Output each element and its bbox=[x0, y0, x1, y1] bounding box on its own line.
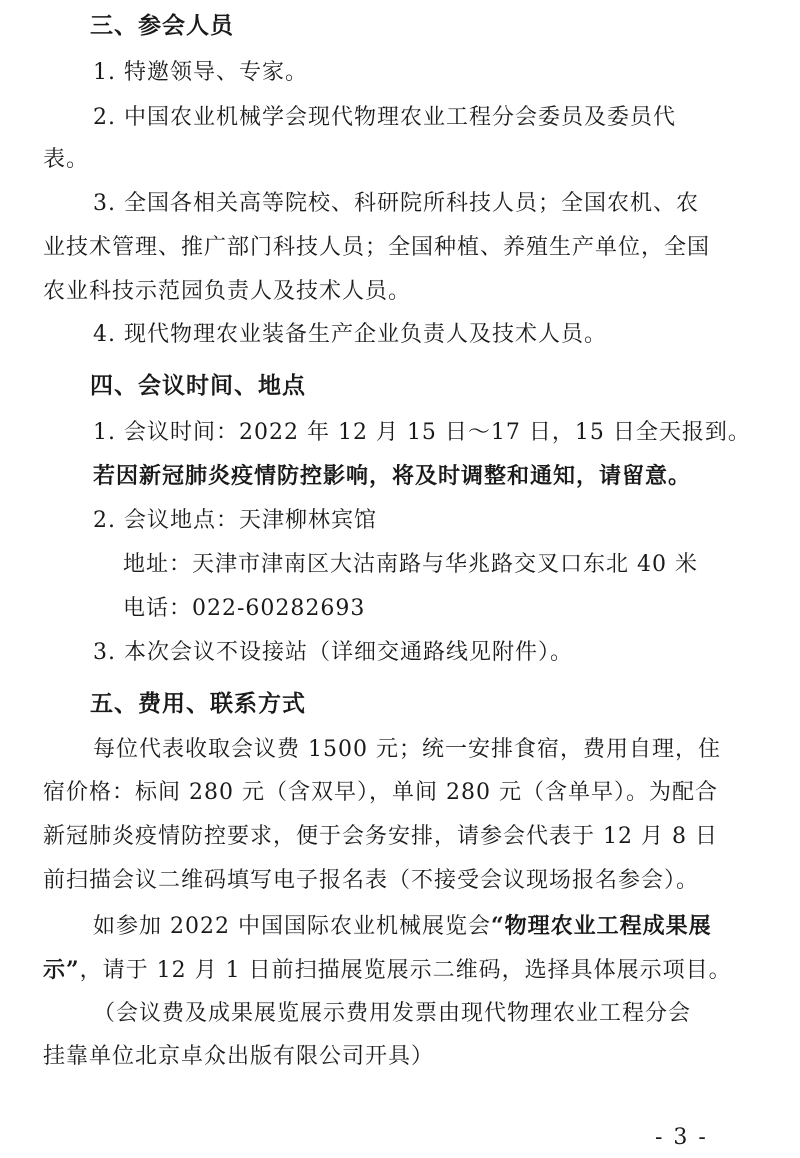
section-3-item-1: 1. 特邀领导、专家。 bbox=[93, 60, 308, 85]
section-5-paragraph-1-line-3: 新冠肺炎疫情防控要求，便于会务安排，请参会代表于 12 月 8 日 bbox=[43, 824, 718, 849]
section-5-paragraph-3-line-2: 挂靠单位北京卓众出版有限公司开具） bbox=[43, 1044, 435, 1069]
section-5-paragraph-1-line-4: 前扫描会议二维码填写电子报名表（不接受会议现场报名参会）。 bbox=[43, 868, 700, 893]
section-5-paragraph-2-line-2 bbox=[43, 955, 732, 986]
section-3-item-4: 4. 现代物理农业装备生产企业负责人及技术人员。 bbox=[93, 322, 607, 347]
section-4-item-1: 1. 会议时间：2022 年 12 月 15 日～17 日，15 日全天报到。 bbox=[93, 420, 751, 445]
section-4-phone: 电话：022-60282693 bbox=[123, 596, 366, 621]
section-4-item-3: 3. 本次会议不设接站（详细交通路线见附件）。 bbox=[93, 640, 573, 665]
expo-title-part-2: 示” bbox=[43, 957, 80, 983]
section-4-heading: 四、会议时间、地点 bbox=[90, 373, 306, 399]
section-3-item-3-line-1: 3. 全国各相关高等院校、科研院所科技人员；全国农机、农 bbox=[93, 191, 699, 216]
section-3-item-3-line-2: 业技术管理、推广部门科技人员；全国种植、养殖生产单位，全国 bbox=[43, 235, 711, 260]
expo-instruction-text: ，请于 12 月 1 日前扫描展览展示二维码，选择具体展示项目。 bbox=[79, 958, 732, 983]
expo-intro-text: 如参加 2022 中国国际农业机械展览会 bbox=[93, 914, 491, 939]
section-5-paragraph-3-line-1: （会议费及成果展览展示费用发票由现代物理农业工程分会 bbox=[93, 1001, 692, 1026]
section-4-item-2: 2. 会议地点：天津柳林宾馆 bbox=[93, 508, 377, 533]
section-5-paragraph-1-line-1: 每位代表收取会议费 1500 元；统一安排食宿，费用自理，住 bbox=[93, 737, 721, 762]
page-number: - 3 - bbox=[655, 1125, 708, 1150]
section-3-item-2-line-2: 表。 bbox=[43, 147, 90, 172]
section-3-item-3-line-3: 农业科技示范园负责人及技术人员。 bbox=[43, 279, 412, 304]
section-5-heading: 五、费用、联系方式 bbox=[90, 691, 306, 717]
section-5-paragraph-1-line-2: 宿价格：标间 280 元（含双早），单间 280 元（含单早）。为配合 bbox=[43, 780, 718, 805]
section-3-item-2-line-1: 2. 中国农业机械学会现代物理农业工程分会委员及委员代 bbox=[93, 105, 676, 130]
expo-title-part-1: “物理农业工程成果展 bbox=[490, 913, 712, 939]
section-4-notice: 若因新冠肺炎疫情防控影响，将及时调整和通知，请留意。 bbox=[93, 463, 692, 489]
section-3-heading: 三、参会人员 bbox=[90, 13, 234, 39]
section-5-paragraph-2-line-1 bbox=[93, 911, 712, 942]
section-4-address: 地址：天津市津南区大沽南路与华兆路交叉口东北 40 米 bbox=[123, 552, 698, 577]
